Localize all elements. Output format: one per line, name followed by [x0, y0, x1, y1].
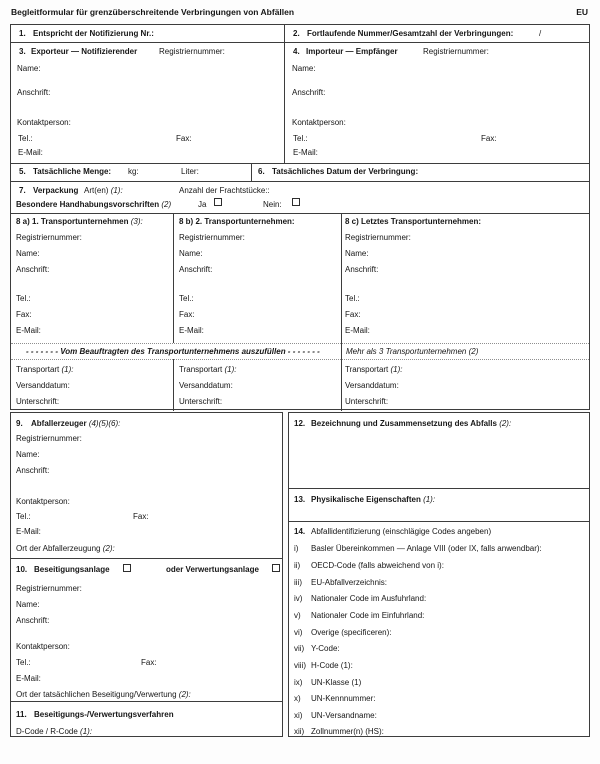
- box7-pieces-label: Anzahl der Frachtstücke::: [179, 186, 270, 195]
- box5-number: 5.: [19, 167, 26, 176]
- box7-yes-label: Ja: [198, 200, 207, 209]
- box14-item-ii-number: ii): [294, 561, 301, 570]
- top-table: [10, 24, 590, 410]
- box8c-transport-mode-label: Transportart (1):: [345, 365, 403, 374]
- box14-item-xi-number: xi): [294, 711, 303, 720]
- box2-number: 2.: [293, 29, 300, 38]
- box8c-signature-label: Unterschrift:: [345, 397, 389, 406]
- box3-registration-label: Registriernummer:: [159, 47, 225, 56]
- box10-email-label: E-Mail:: [16, 674, 41, 683]
- box9-tel-label: Tel.:: [16, 512, 31, 521]
- box5-liter-label: Liter:: [181, 167, 199, 176]
- box7-handling-label: Besondere Handhabungsvorschriften (2): [16, 200, 172, 209]
- box3-email-label: E-Mail:: [18, 148, 43, 157]
- row7-bottom-line: [11, 213, 589, 214]
- box10-fax-label: Fax:: [141, 658, 157, 667]
- eu-label: EU: [576, 7, 588, 17]
- box2-slash: /: [539, 29, 542, 38]
- box10-registration-label: Registriernummer:: [16, 584, 82, 593]
- box5-kg-label: kg:: [128, 167, 139, 176]
- box4-registration-label: Registriernummer:: [423, 47, 489, 56]
- page-title: Begleitformular für grenzüberschreitende Verbringungen von Abfällen: [11, 7, 295, 17]
- box8a-name-label: Name:: [16, 249, 40, 258]
- box8c-ship-date-label: Versanddatum:: [345, 381, 399, 390]
- box14-item-ix-number: ix): [294, 678, 303, 687]
- box8c-name-label: Name:: [345, 249, 369, 258]
- box4-tel-label: Tel.:: [293, 134, 308, 143]
- box7-title: Verpackung: [33, 186, 79, 195]
- box7-types-label: Art(en) (1):: [84, 186, 123, 195]
- box14-item-viii-label: H-Code (1):: [311, 661, 353, 670]
- box3-number: 3.: [19, 47, 26, 56]
- box13-title: Physikalische Eigenschaften (1):: [311, 495, 436, 504]
- carrier-fill-note: - - - - - - - Vom Beauftragten des Transportunternehmens auszufüllen - - - - - - -: [26, 347, 320, 356]
- box10-number: 10.: [16, 565, 28, 574]
- box9-email-label: E-Mail:: [16, 527, 41, 536]
- box11-title: Beseitigungs-/Verwertungsverfahren: [34, 710, 174, 719]
- box8a-ship-date-label: Versanddatum:: [16, 381, 70, 390]
- box7-no-label: Nein:: [263, 200, 282, 209]
- divider-5-6: [251, 163, 252, 181]
- box10-title: Beseitigungsanlage: [34, 565, 110, 574]
- box4-contact-label: Kontaktperson:: [292, 118, 346, 127]
- box9-registration-label: Registriernummer:: [16, 434, 82, 443]
- box3-title: Exporteur — Notifizierender: [31, 47, 138, 56]
- box8b-email-label: E-Mail:: [179, 326, 204, 335]
- box14-item-ii-label: OECD-Code (falls abweichend von i):: [311, 561, 444, 570]
- box9-bottom-line: [11, 558, 282, 559]
- box10-site-label: Ort der tatsächlichen Beseitigung/Verwertung (2):: [16, 690, 191, 699]
- box10-bottom-line: [11, 701, 282, 702]
- disposal-facility-checkbox[interactable]: [123, 564, 131, 572]
- box11-number: 11.: [16, 710, 27, 719]
- box12-title: Bezeichnung und Zusammensetzung des Abfalls (2):: [311, 419, 512, 428]
- box14-item-xi-label: UN-Versandname:: [311, 711, 377, 720]
- box3-name-label: Name:: [17, 64, 41, 73]
- box8b-tel-label: Tel.:: [179, 294, 194, 303]
- box4-email-label: E-Mail:: [293, 148, 318, 157]
- box3-tel-label: Tel.:: [18, 134, 33, 143]
- box8c-email-label: E-Mail:: [345, 326, 370, 335]
- box14-item-vii-label: Y-Code:: [311, 644, 340, 653]
- carrier-row-top-dotted-line: [11, 343, 589, 344]
- box8a-fax-label: Fax:: [16, 310, 32, 319]
- box3-contact-label: Kontaktperson:: [17, 118, 71, 127]
- box8a-address-label: Anschrift:: [16, 265, 50, 274]
- box14-item-x-label: UN-Kennnummer:: [311, 694, 376, 703]
- box8c-registration-label: Registriernummer:: [345, 233, 411, 242]
- left-column-table: [10, 412, 283, 737]
- box4-address-label: Anschrift:: [292, 88, 326, 97]
- box8c-address-label: Anschrift:: [345, 265, 379, 274]
- box8a-transport-mode-label: Transportart (1):: [16, 365, 74, 374]
- carrier-row-bottom-dotted-line: [11, 359, 589, 360]
- box1-title: Entspricht der Notifizierung Nr.:: [33, 29, 154, 38]
- box8b-ship-date-label: Versanddatum:: [179, 381, 233, 390]
- box8a-tel-label: Tel.:: [16, 294, 31, 303]
- box7-yes-checkbox[interactable]: [214, 198, 222, 206]
- box4-name-label: Name:: [292, 64, 316, 73]
- box7-no-checkbox[interactable]: [292, 198, 300, 206]
- divider-transport-a-b: [173, 359, 174, 411]
- box14-item-i-label: Basler Übereinkommen — Anlage VIII (oder IX, falls anwendbar):: [311, 544, 542, 553]
- box8a-title: 8 a) 1. Transportunternehmen (3):: [16, 217, 143, 226]
- box8b-transport-mode-label: Transportart (1):: [179, 365, 237, 374]
- row1-bottom-line: [11, 42, 589, 43]
- box10-address-label: Anschrift:: [16, 616, 50, 625]
- box14-item-xii-number: xii): [294, 727, 305, 736]
- box13-bottom-line: [289, 521, 589, 522]
- divider-1-2: [284, 25, 285, 163]
- box3-fax-label: Fax:: [176, 134, 192, 143]
- right-column-table: [288, 412, 590, 737]
- box11-code-label: D-Code / R-Code (1):: [16, 727, 93, 736]
- box14-item-v-label: Nationaler Code im Einfuhrland:: [311, 611, 425, 620]
- more-carriers-note: Mehr als 3 Transportunternehmen (2): [346, 347, 479, 356]
- box8c-title: 8 c) Letztes Transportunternehmen:: [345, 217, 482, 226]
- box12-bottom-line: [289, 488, 589, 489]
- box8a-registration-label: Registriernummer:: [16, 233, 82, 242]
- box14-item-ix-label: UN-Klasse (1): [311, 678, 362, 687]
- divider-8b-8c: [341, 213, 342, 411]
- box14-item-xii-label: Zollnummer(n) (HS):: [311, 727, 384, 736]
- box8b-address-label: Anschrift:: [179, 265, 213, 274]
- box9-name-label: Name:: [16, 450, 40, 459]
- box8b-signature-label: Unterschrift:: [179, 397, 223, 406]
- box14-item-vi-number: vi): [294, 628, 303, 637]
- box4-fax-label: Fax:: [481, 134, 497, 143]
- box9-number: 9.: [16, 419, 23, 428]
- box14-item-iii-number: iii): [294, 578, 302, 587]
- box4-number: 4.: [293, 47, 300, 56]
- box10-contact-label: Kontaktperson:: [16, 642, 70, 651]
- box2-title: Fortlaufende Nummer/Gesamtzahl der Verbringungen:: [307, 29, 514, 38]
- box8b-fax-label: Fax:: [179, 310, 195, 319]
- box14-item-i-number: i): [294, 544, 299, 553]
- row5-bottom-line: [11, 181, 589, 182]
- box8c-tel-label: Tel.:: [345, 294, 360, 303]
- box9-title: Abfallerzeuger (4)(5)(6):: [31, 419, 121, 428]
- box14-item-v-number: v): [294, 611, 301, 620]
- row3-bottom-line: [11, 163, 589, 164]
- box8b-title: 8 b) 2. Transportunternehmen:: [179, 217, 295, 226]
- box8a-email-label: E-Mail:: [16, 326, 41, 335]
- box14-item-vii-number: vii): [294, 644, 305, 653]
- box9-address-label: Anschrift:: [16, 466, 50, 475]
- box13-number: 13.: [294, 495, 306, 504]
- box14-item-viii-number: viii): [294, 661, 306, 670]
- box3-address-label: Anschrift:: [17, 88, 51, 97]
- box10-tel-label: Tel.:: [16, 658, 31, 667]
- box6-number: 6.: [258, 167, 265, 176]
- box9-origin-label: Ort der Abfallerzeugung (2):: [16, 544, 115, 553]
- box14-item-x-number: x): [294, 694, 301, 703]
- box14-item-vi-label: Overige (specificeren):: [311, 628, 392, 637]
- box8b-registration-label: Registriernummer:: [179, 233, 245, 242]
- box8a-signature-label: Unterschrift:: [16, 397, 60, 406]
- box6-title: Tatsächliches Datum der Verbringung:: [272, 167, 419, 176]
- box14-item-iv-number: iv): [294, 594, 303, 603]
- box12-number: 12.: [294, 419, 306, 428]
- box9-contact-label: Kontaktperson:: [16, 497, 70, 506]
- box8b-name-label: Name:: [179, 249, 203, 258]
- box10-alt-title: oder Verwertungsanlage: [166, 565, 259, 574]
- box14-item-iv-label: Nationaler Code im Ausfuhrland:: [311, 594, 427, 603]
- box5-title: Tatsächliche Menge:: [33, 167, 112, 176]
- box14-item-iii-label: EU-Abfallverzeichnis:: [311, 578, 388, 587]
- box10-name-label: Name:: [16, 600, 40, 609]
- recovery-facility-checkbox[interactable]: [272, 564, 280, 572]
- box7-number: 7.: [19, 186, 26, 195]
- divider-8a-8b: [173, 213, 174, 343]
- box8c-fax-label: Fax:: [345, 310, 361, 319]
- box1-number: 1.: [19, 29, 26, 38]
- box14-number: 14.: [294, 527, 306, 536]
- box9-fax-label: Fax:: [133, 512, 149, 521]
- box4-title: Importeur — Empfänger: [306, 47, 398, 56]
- box14-title: Abfallidentifizierung (einschlägige Codes angeben): [311, 527, 492, 536]
